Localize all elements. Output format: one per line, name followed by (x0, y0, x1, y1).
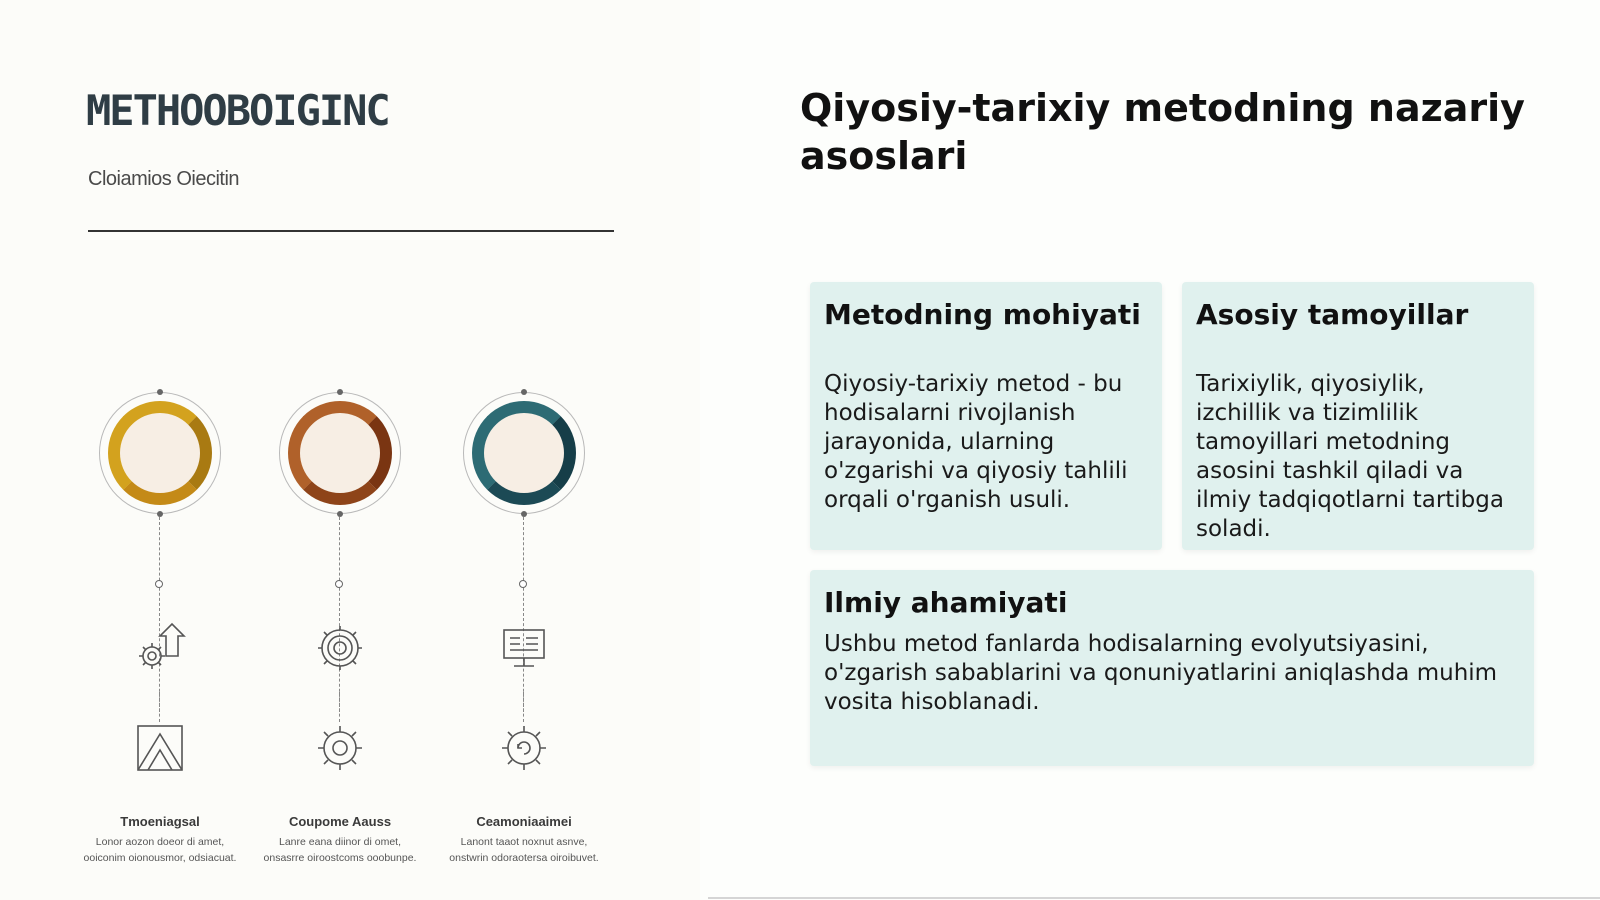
card-body: Qiyosiy-tarixiy metod - bu hodisalarni rivojlanish jarayonida, ularning o'zgarishi va qiyosiy tahlili orqali o'rganish usuli. (824, 371, 1128, 513)
gear-refresh-icon (496, 720, 552, 776)
card-title: Asosiy tamoyillar (1196, 298, 1469, 331)
infographic-title: METHOOBOIGINC (86, 86, 389, 135)
connector-dot (519, 580, 527, 588)
column-label: Tmoeniagsal (120, 814, 200, 829)
card-essence (810, 282, 1162, 550)
ring-icon (99, 392, 221, 514)
mountain-frame-icon (132, 720, 188, 776)
card-body: Ushbu metod fanlarda hodisalarning evolyutsiyasini, o'zgarish sabablarini va qonuniyatlarini aniqlashda muhim vosita hisoblanadi. (824, 631, 1498, 715)
connector-line (159, 517, 160, 712)
infographic-panel (0, 0, 700, 900)
gear-arrow-icon (132, 620, 188, 676)
connector-dot (155, 580, 163, 588)
column-label: Ceamoniaaimei (476, 814, 572, 829)
monitor-icon (496, 620, 552, 676)
ring-icon (279, 392, 401, 514)
target-gear-icon (312, 620, 368, 676)
ring-icon (463, 392, 585, 514)
gear-icon (312, 720, 368, 776)
card-title: Metodning mohiyati (824, 298, 1141, 331)
card-significance (810, 570, 1534, 766)
card-body: Tarixiylik, qiyosiylik, izchillik va tizimlilik tamoyillari metodning asosini tashkil qiladi va ilmiy tadqiqotlarni tartibga soladi. (1196, 371, 1504, 542)
slide-heading: Qiyosiy-tarixiy metodning nazariy asoslari (800, 86, 1525, 178)
column-body: Lanre eana diinor di omet, onsasrre oiroostcoms ooobunpe. (263, 836, 417, 864)
bottom-divider (708, 897, 1600, 899)
column-body: Lonor aozon doeor di amet, ooiconim oionousmor, odsiacuat. (83, 836, 237, 864)
connector-dot (335, 580, 343, 588)
connector-line (339, 517, 340, 712)
column-label: Coupome Aauss (288, 814, 392, 829)
card-principles (1182, 282, 1534, 550)
connector-line (523, 517, 524, 712)
card-title: Ilmiy ahamiyati (824, 586, 1068, 619)
infographic-subtitle: Cloiamios Oiecitin (88, 168, 240, 190)
title-divider (88, 230, 614, 232)
column-body: Lanont taaot noxnut asnve, onstwrin odoraotersa oiroibuvet. (449, 836, 599, 864)
